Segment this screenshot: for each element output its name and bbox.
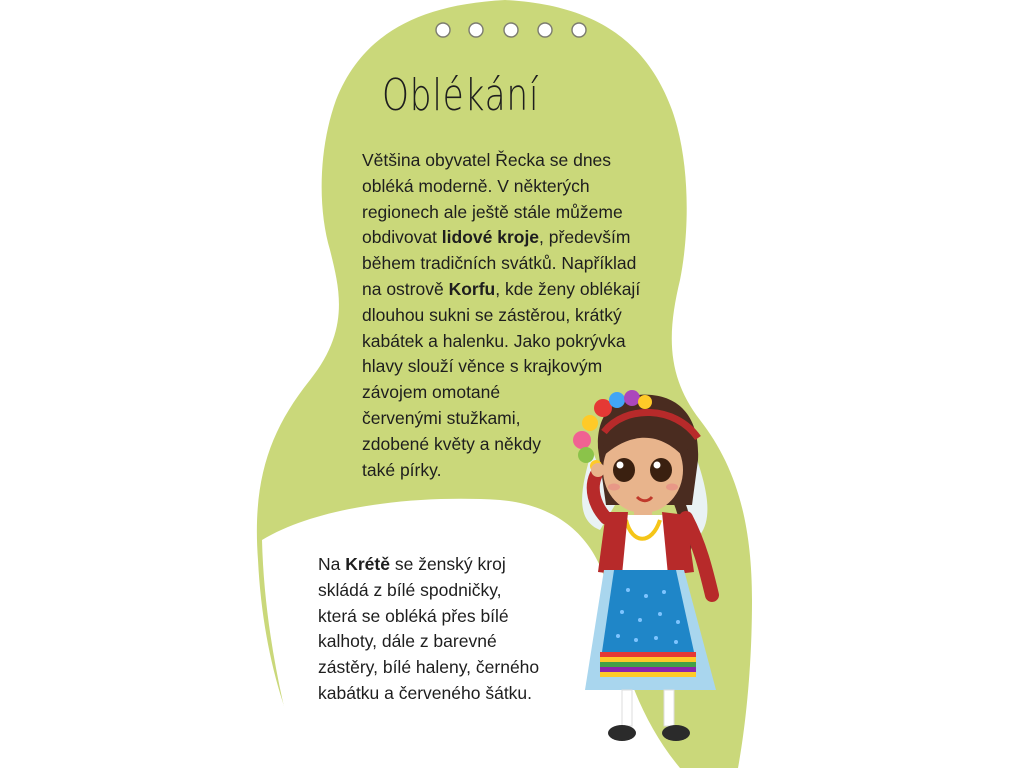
- text-run: obléká moderně. V některých: [362, 175, 590, 196]
- text-run: během tradičních svátků. Například: [362, 253, 637, 274]
- text-line: [318, 681, 558, 707]
- text-run: červenými stužkami,: [362, 407, 521, 428]
- bold-term: lidové kroje: [441, 227, 540, 248]
- text-line: [318, 629, 558, 655]
- bold-term: Korfu: [448, 278, 496, 299]
- text-run: , především: [539, 227, 631, 248]
- text-line: [362, 225, 662, 251]
- text-run: hlavy slouží věnce s krajkovým: [362, 356, 603, 377]
- text-line: [362, 277, 662, 303]
- paragraph-korfu: [362, 148, 662, 483]
- binding-hole: [469, 23, 483, 37]
- text-line: [362, 380, 662, 406]
- text-line: [318, 552, 558, 578]
- bold-term: Krétě: [345, 554, 390, 574]
- text-line: [362, 406, 662, 432]
- text-run: Většina obyvatel Řecka se dnes: [362, 150, 612, 170]
- text-line: [362, 174, 662, 200]
- binding-hole: [538, 23, 552, 37]
- text-line: [362, 432, 662, 458]
- text-run: skládá z bílé spodničky,: [318, 579, 502, 600]
- binding-hole: [504, 23, 518, 37]
- text-run: zástěry, bílé haleny, černého: [318, 657, 540, 678]
- text-run: zdobené květy a někdy: [362, 433, 542, 454]
- binding-hole: [436, 23, 450, 37]
- text-run: kabátku a červeného šátku.: [318, 682, 533, 703]
- text-run: Na: [318, 554, 346, 574]
- binding-hole: [572, 23, 586, 37]
- text-line: [318, 604, 558, 630]
- text-line: [362, 251, 662, 277]
- text-run: která se obléká přes bílé: [318, 605, 509, 626]
- text-run: obdivovat: [362, 227, 442, 248]
- text-line: [362, 354, 662, 380]
- text-line: [318, 578, 558, 604]
- text-line: [318, 655, 558, 681]
- text-line: [362, 148, 662, 174]
- page-title: Oblékání: [382, 70, 540, 121]
- text-line: [362, 458, 662, 484]
- text-run: na ostrově: [362, 278, 449, 299]
- text-run: regionech ale ještě stále můžeme: [362, 201, 623, 222]
- text-line: [362, 200, 662, 226]
- text-line: [362, 329, 662, 355]
- paragraph-kreta: [318, 552, 558, 707]
- text-run: se ženský kroj: [389, 554, 506, 574]
- text-run: také pírky.: [362, 459, 442, 480]
- text-run: dlouhou sukni se zástěrou, krátký: [362, 304, 622, 325]
- text-run: závojem omotané: [362, 382, 501, 403]
- text-line: [362, 303, 662, 329]
- text-run: kabátek a halenku. Jako pokrývka: [362, 330, 626, 351]
- text-run: kalhoty, dále z barevné: [318, 631, 497, 652]
- text-run: , kde ženy oblékají: [495, 278, 641, 299]
